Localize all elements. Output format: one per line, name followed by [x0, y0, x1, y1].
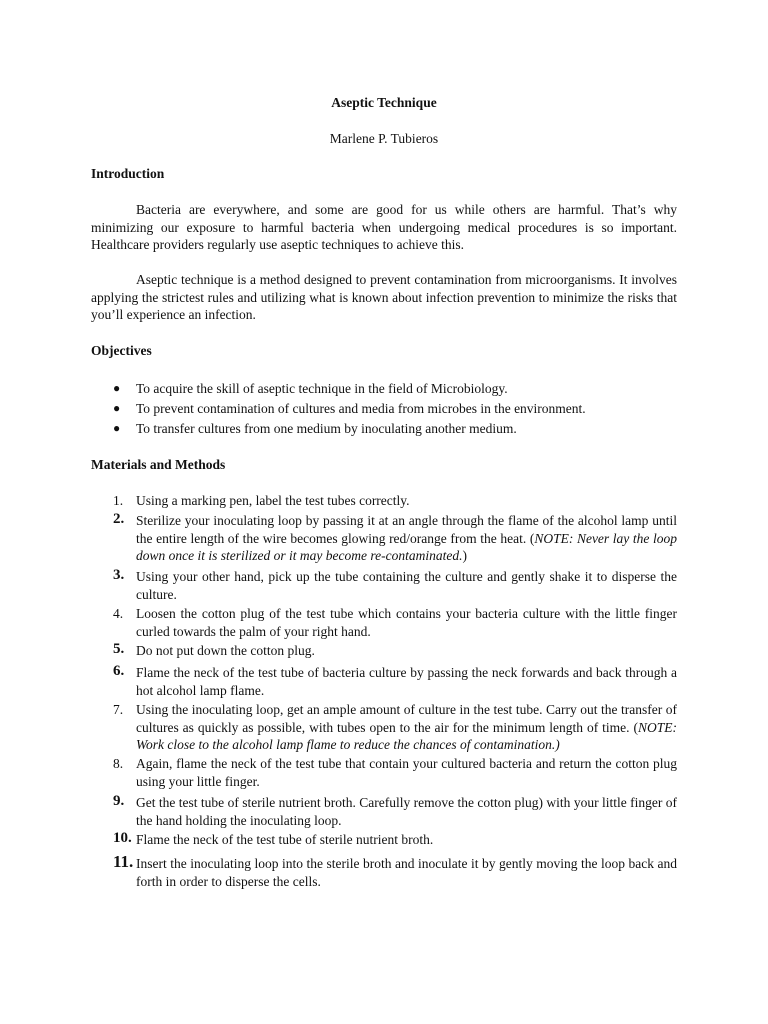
step-number: 4.	[113, 605, 124, 621]
step-number: 11.	[113, 852, 134, 872]
list-item	[91, 380, 677, 400]
author-name: Marlene P. Tubieros	[329, 131, 439, 146]
step-item	[91, 852, 677, 891]
step-number: 10.	[113, 830, 132, 847]
intro-paragraph-1-text: Bacteria are everywhere, and some are good for us while others are harmful. That’s why minimizing our exposure to harmful bacteria when undergoing medical procedures is so important. Healthcare providers regularly use aseptic techniques to achieve this.	[91, 202, 677, 253]
step-item	[91, 512, 677, 565]
step-item	[91, 664, 677, 700]
step-text: Flame the neck of the test tube of bacteria culture by passing the neck forwards and back through a hot alcohol lamp flame.	[136, 665, 677, 698]
step-text: Using a marking pen, label the test tubes correctly.	[136, 493, 410, 508]
step-number: 2.	[113, 510, 125, 527]
methods-heading: Materials and Methods	[91, 457, 226, 472]
intro-paragraph-2	[91, 271, 677, 324]
step-item	[91, 492, 677, 510]
step-item	[91, 605, 677, 641]
step-text: Using the inoculating loop, get an ample amount of culture in the test tube. Carry out the transfer of cultures as quickly as possible, with tubes open to the air for the minimum length of time. (	[136, 701, 677, 735]
step-item	[91, 701, 677, 754]
step-item	[91, 755, 677, 791]
step-number: 1.	[113, 493, 124, 508]
step-number: 6.	[113, 663, 125, 680]
step-item	[91, 642, 677, 660]
step-text: Flame the neck of the test tube of sterile nutrient broth.	[136, 832, 434, 848]
document-title: Aseptic Technique	[331, 95, 437, 110]
intro-paragraph-2-text: Aseptic technique is a method designed to prevent contamination from microorganisms. It involves applying the strictest rules and utilizing what is known about infection prevention to minimize the risks that you’ll experience an infection.	[91, 272, 677, 323]
step-item	[91, 831, 677, 849]
objectives-list	[91, 380, 677, 440]
list-item	[91, 400, 677, 420]
objectives-heading: Objectives	[91, 343, 152, 358]
step-text: Using your other hand, pick up the tube containing the culture and gently shake it to disperse the culture.	[136, 569, 677, 602]
step-note: NOTE: Work close to the alcohol lamp flame to reduce the chances of contamination.)	[136, 719, 677, 753]
bullet-icon: ●	[113, 401, 121, 415]
step-number: 3.	[113, 567, 125, 584]
step-text: Do not put down the cotton plug.	[136, 643, 315, 659]
intro-paragraph-1	[91, 201, 677, 254]
step-text: Loosen the cotton plug of the test tube which contains your bacteria culture with the little finger curled towards the palm of your right hand.	[136, 605, 677, 639]
step-text: Sterilize your inoculating loop by passing it at an angle through the flame of the alcohol lamp until the entire length of the wire becomes glowing red/orange from the heat. (	[136, 512, 677, 546]
objective-text: To acquire the skill of aseptic technique in the field of Microbiology.	[136, 381, 508, 396]
step-number: 9.	[113, 792, 125, 809]
step-text-tail: )	[462, 548, 467, 564]
step-text: Insert the inoculating loop into the sterile broth and inoculate it by gently moving the loop back and forth in order to disperse the cells.	[136, 856, 677, 889]
objective-text: To prevent contamination of cultures and media from microbes in the environment.	[136, 401, 586, 416]
methods-steps	[91, 492, 677, 891]
introduction-heading: Introduction	[91, 166, 165, 181]
bullet-icon: ●	[113, 381, 121, 395]
step-item	[91, 794, 677, 830]
step-note: NOTE: Never lay the loop down once it is sterilized or it may become re-contaminated.	[136, 530, 677, 564]
step-number: 8.	[113, 756, 124, 772]
objective-text: To transfer cultures from one medium by inoculating another medium.	[136, 421, 517, 436]
step-item	[91, 568, 677, 604]
bullet-icon: ●	[113, 421, 121, 435]
step-number: 7.	[113, 701, 124, 717]
step-text: Get the test tube of sterile nutrient broth. Carefully remove the cotton plug) with your little finger of the hand holding the inoculating loop.	[136, 794, 677, 828]
step-number: 5.	[113, 641, 125, 658]
step-text: Again, flame the neck of the test tube that contain your cultured bacteria and return the cotton plug using your little finger.	[136, 756, 677, 789]
list-item	[91, 420, 677, 440]
